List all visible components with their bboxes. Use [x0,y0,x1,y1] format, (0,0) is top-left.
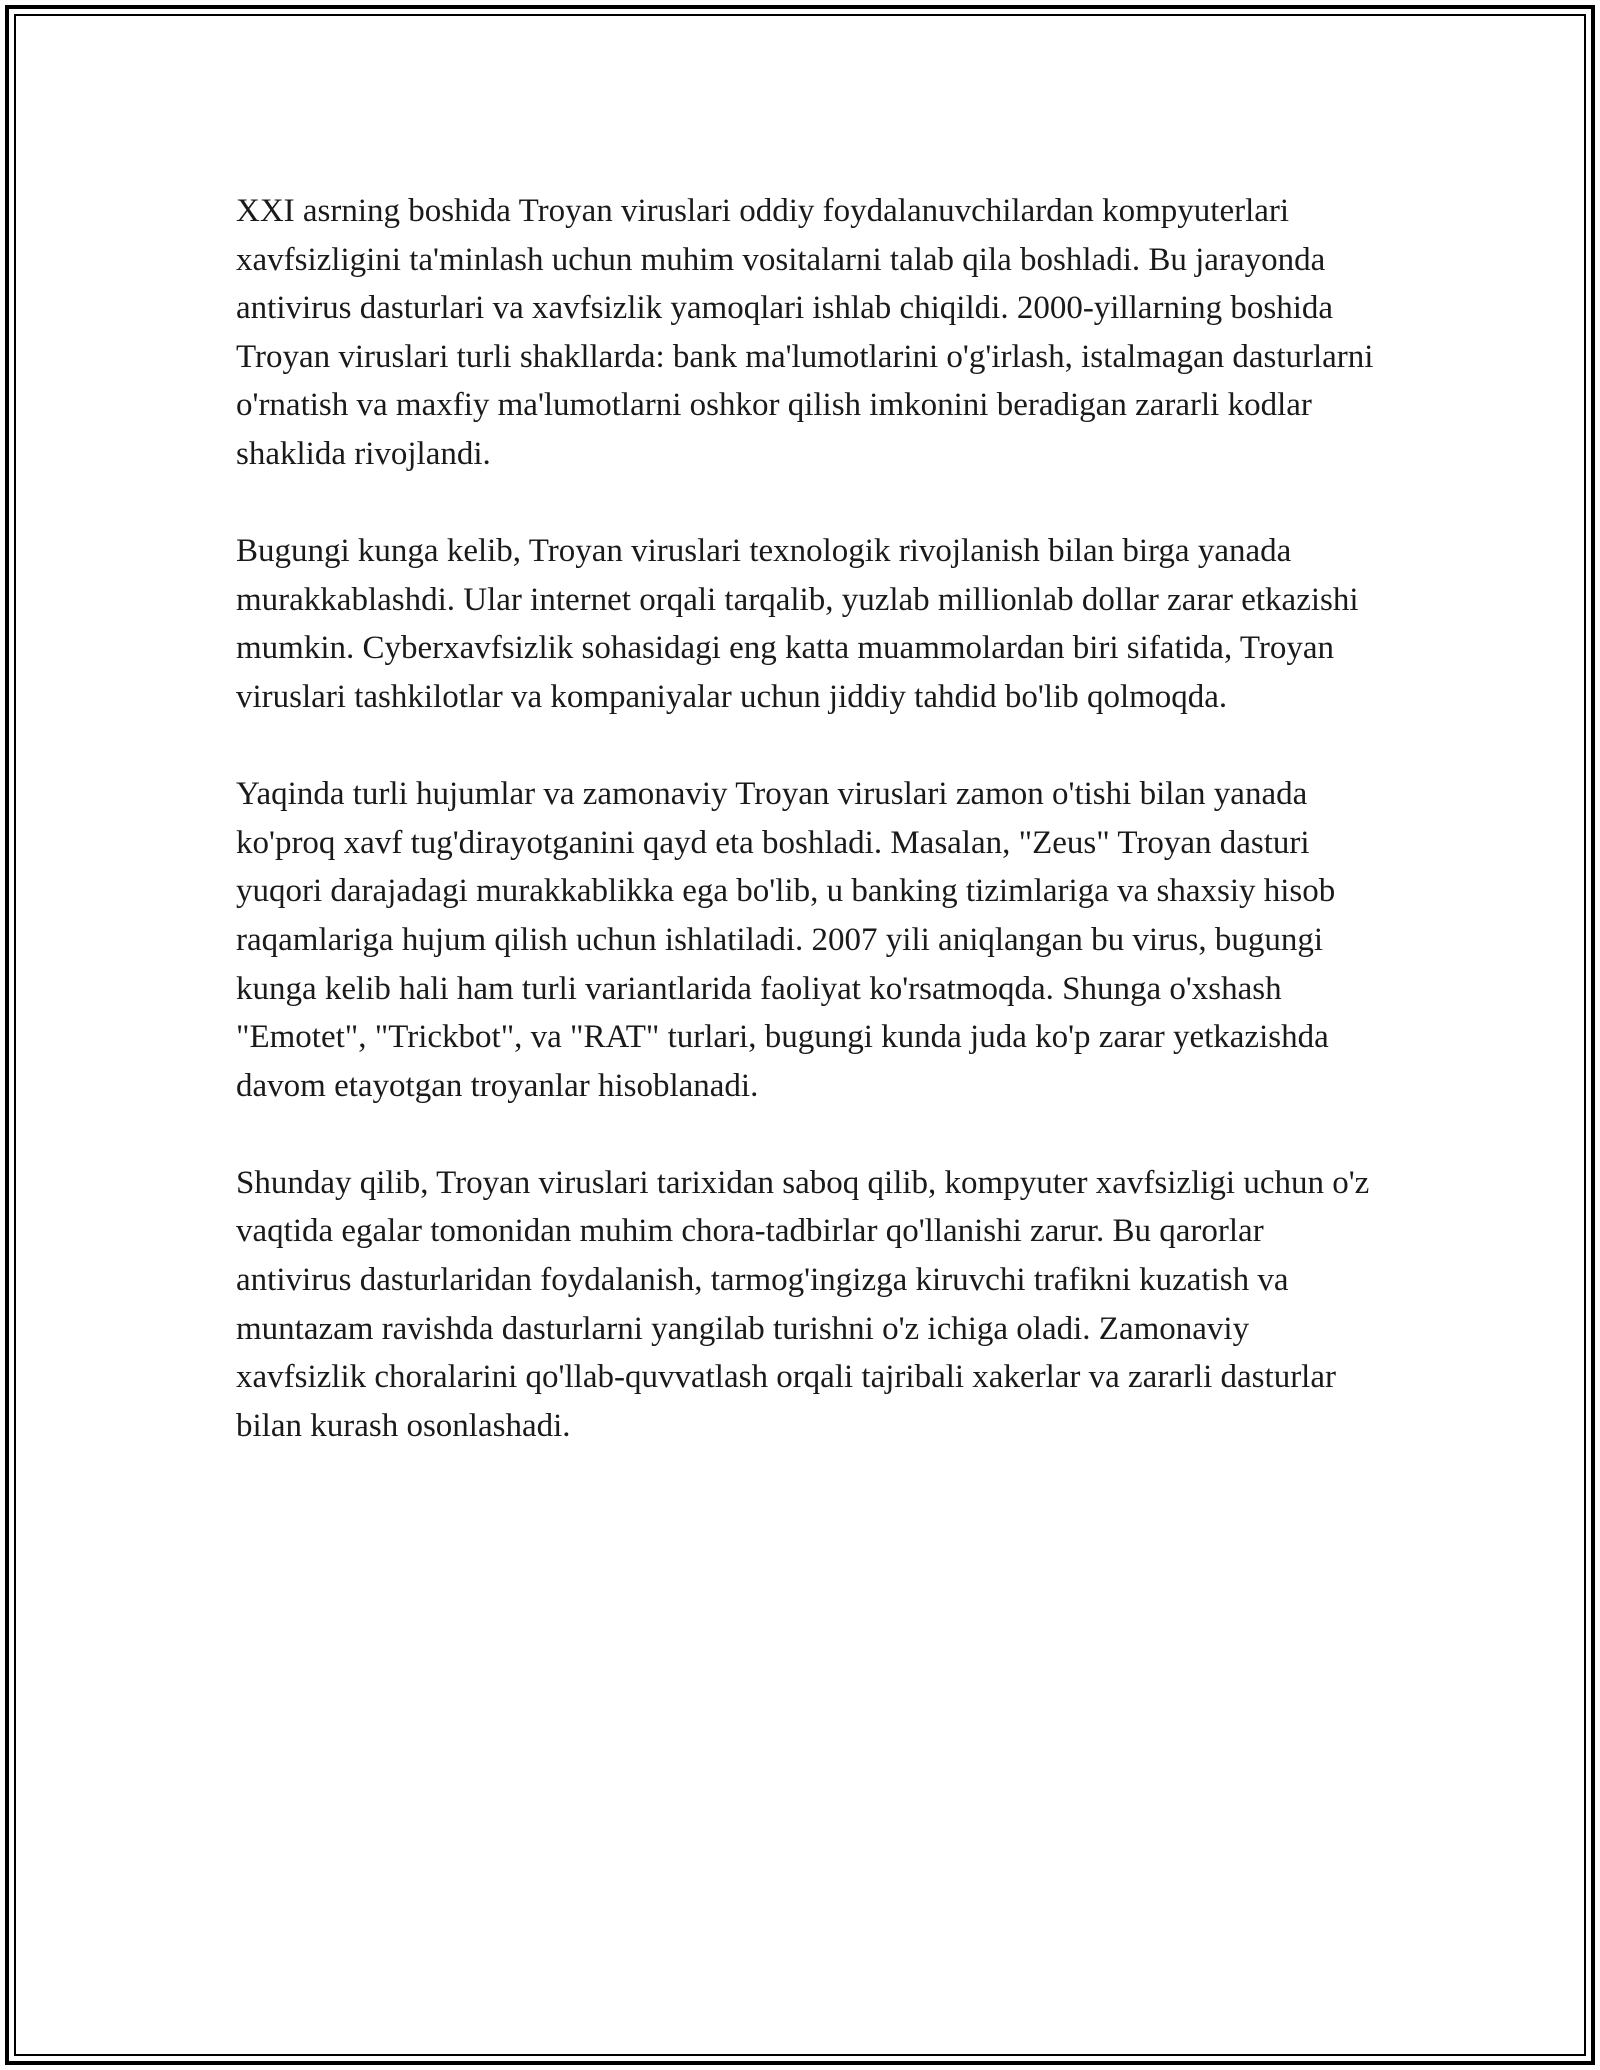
paragraph-1: XXI asrning boshida Troyan viruslari oddiy foydalanuvchilardan kompyuterlari xavfsizligini ta'minlash uchun muhim vositalarni talab qila boshladi. Bu jarayonda antivirus dasturlari va xavfsizlik yamoqlari ishlab chiqildi. 2000-yillarning boshida Troyan viruslari turli shakllarda: bank ma'lumotlarini o'g'irlash, istalmagan dasturlarni o'rnatish va maxfiy ma'lumotlarni oshkor qilish imkonini beradigan zararli kodlar shaklida rivojlandi. [236,193,1374,472]
paragraph-4: Shunday qilib, Troyan viruslari tarixidan saboq qilib, kompyuter xavfsizligi uchun o'z vaqtida egalar tomonidan muhim chora-tadbirlar qo'llanishi zarur. Bu qarorlar antivirus dasturlaridan foydalanish, tarmog'ingizga kiruvchi trafikni kuzatish va muntazam ravishda dasturlarni yangilab turishni o'z ichiga oladi. Zamonaviy xavfsizlik choralarini qo'llab-quvvatlash orqali tajribali xakerlar va zararli dasturlar bilan kurash osonlashadi. [236,1164,1370,1444]
document-body [236,187,1376,1499]
paragraph-3: Yaqinda turli hujumlar va zamonaviy Troyan viruslari zamon o'tishi bilan yanada ko'proq xavf tug'dirayotganini qayd eta boshladi. Masalan, "Zeus" Troyan dasturi yuqori darajadagi murakkablikka ega bo'lib, u banking tizimlariga va shaxsiy hisob raqamlariga hujum qilish uchun ishlatiladi. 2007 yili aniqlangan bu virus, bugungi kunga kelib hali ham turli variantlarida faoliyat ko'rsatmoqda. Shunga o'xshash "Emotet", "Trickbot", va "RAT" turlari, bugungi kunda juda ko'p zarar yetkazishda davom etayotgan troyanlar hisoblanadi. [236,776,1336,1104]
paragraph-2: Bugungi kunga kelib, Troyan viruslari texnologik rivojlanish bilan birga yanada murakkablashdi. Ular internet orqali tarqalib, yuzlab millionlab dollar zarar etkazishi mumkin. Cyberxavfsizlik sohasidagi eng katta muammolardan biri sifatida, Troyan viruslari tashkilotlar va kompaniyalar uchun jiddiy tahdid bo'lib qolmoqda. [236,533,1359,715]
